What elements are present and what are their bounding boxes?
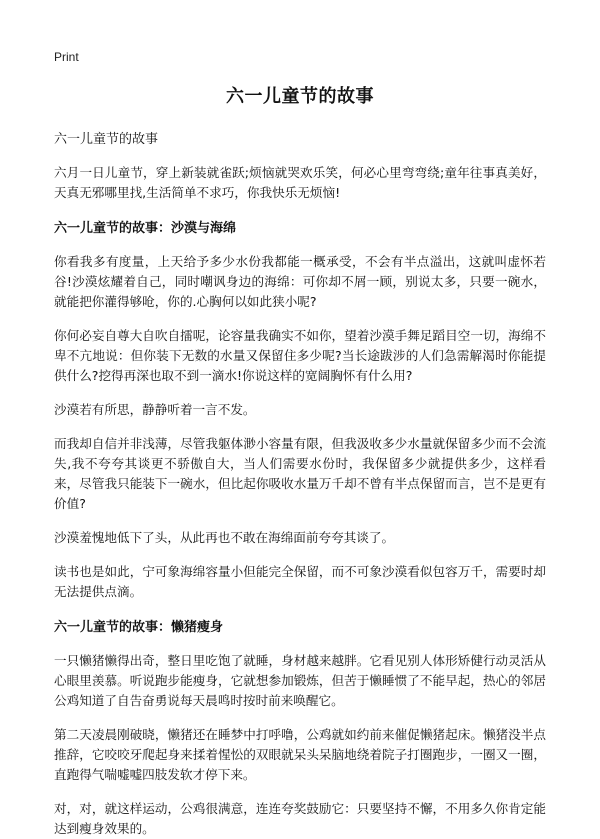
section1-paragraph: 读书也是如此，宁可象海绵容量小但能完全保留，而不可象沙漠看似包容万千，需要时却无法提供点滴。 <box>54 564 546 599</box>
section1-paragraph: 沙漠羞愧地低下了头，从此再也不敢在海绵面前夸夸其谈了。 <box>54 530 395 545</box>
section2-paragraph: 一只懒猪懒得出奇，整日里吃饱了就睡，身材越来越胖。它看见别人体形矫健行动灵活从心眼里羡慕。听说跑步能瘦身，它就想参加锻炼，但苦于懒睡惯了不能早起，热心的邻居公鸡知道了自告奋勇说每天晨鸣时按时前来唤醒它。 <box>54 653 546 708</box>
section-heading-sand-sponge: 六一儿童节的故事：沙漠与海绵 <box>54 221 237 236</box>
section1-paragraph: 你何必妄自尊大自吹自擂呢，论容量我确实不如你，望着沙漠手舞足蹈目空一切，海绵不卑不亢地说：但你装下无数的水量又保留住多少呢?当长途跋涉的人们急需解渴时你能提供什么?挖得再深也取不到一滴水!你说这样的宽阔胸怀有什么用? <box>54 328 546 383</box>
section-heading-lazy-pig: 六一儿童节的故事：懒猪瘦身 <box>54 620 224 635</box>
page-title: 六一儿童节的故事 <box>226 86 374 107</box>
section2-paragraph: 第二天凌晨刚破晓，懒猪还在睡梦中打呼噜，公鸡就如约前来催促懒猪起床。懒猪没半点推辞，它咬咬牙爬起身来揉着惺忪的双眼就呆头呆脑地绕着院子打圈跑步，一圈又一圈，直跑得气喘嘘嘘四肢发软才停下来。 <box>54 727 546 782</box>
section1-paragraph: 而我却自信并非浅薄，尽管我躯体渺小容量有限，但我汲收多少水量就保留多少而不会流失,我不夸夸其谈更不骄傲自大，当人们需要水份时，我保留多少就提供多少，这样看来，尽管我只能装下一碗水，但比起你吸收水量万千却不曾有半点保留而言，岂不是更有价值? <box>54 436 546 511</box>
article-subtitle: 六一儿童节的故事 <box>54 132 159 147</box>
section1-paragraph: 沙漠若有所思，静静听着一言不发。 <box>54 402 256 417</box>
print-link[interactable]: Print <box>54 50 79 64</box>
section1-paragraph: 你看我多有度量，上天给予多少水份我都能一概承受，不会有半点溢出，这就叫虚怀若谷!沙漠炫耀着自己，同时嘲讽身边的海绵：可你却不屑一顾，别说太多，只要一碗水，就能把你灌得够呛，你的.心胸何以如此狭小呢? <box>54 254 546 309</box>
section2-paragraph: 对，对，就这样运动，公鸡很满意，连连夸奖鼓励它：只要坚持不懈，不用多久你肯定能达到瘦身效果的。 <box>54 801 546 836</box>
intro-paragraph: 六月一日儿童节，穿上新装就雀跃;烦恼就哭欢乐笑，何必心里弯弯绕;童年往事真美好，天真无邪哪里找,生活简单不求巧，你我快乐无烦恼! <box>54 165 546 200</box>
